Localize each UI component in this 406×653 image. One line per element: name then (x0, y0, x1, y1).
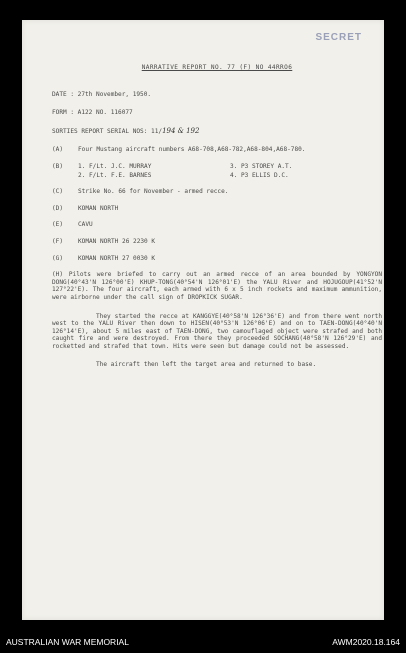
paragraph-text: They started the recce at KANGGYE(40°58'N 126°36'E) and from there went north west to the YALU River then down to HISEN(40°53'N 126°06'E) and on to TAEN-DONG(40°40'N 126°14'E), about 5 miles east of TAEN-DONG, two camouflaged object were strafed and both caught fire and were destroyed. From there they proceeded SOCHANG(40°58'N 126°29'E) and rocketted and strafed that town. Hits were seen but damage could not be assessed. (52, 312, 382, 350)
item-g (52, 255, 382, 263)
crew-list (78, 163, 382, 179)
item-f (52, 238, 382, 246)
item-c (52, 188, 382, 196)
crew-member: 1. F/Lt. J.C. MURRAY (78, 162, 152, 170)
item-a (52, 146, 382, 154)
secret-stamp: SECRET (315, 32, 362, 43)
paragraph-h: (H) Pilots were briefed to carry out an armed recce of an area bounded by YONGYON DONG(40°43'N 126°00'E) KHUP-TONG(40°54'N 126°01'E) the YALU River and HOJUGOUP(41°52'N 127°22'E). The four aircraft, each armed with 6 x 5 inch rockets and maximum ammunition, were airborne under the call sign of DROPKICK SUGAR. (52, 271, 382, 301)
serial-handwritten: 194 & 192 (162, 126, 200, 135)
item-text: Strike No. 66 for November - armed recce. (78, 188, 229, 196)
report-title: NARRATIVE REPORT NO. 77 (F) NO 44RRO6 (141, 64, 293, 71)
report-serial (52, 128, 382, 136)
report-date: DATE : 27th November, 1950. (52, 90, 152, 98)
crew-member: 4. P3 ELLIS D.C. (230, 171, 289, 179)
paragraph-recce (52, 313, 382, 351)
item-text: KOMAN NORTH 26 2230 K (78, 237, 156, 245)
item-label: (D) (52, 204, 64, 212)
crew-member: 3. P3 STOREY A.T. (230, 162, 293, 170)
serial-text: SORTIES REPORT SERIAL NOS: 11/ (52, 127, 163, 135)
archive-footer (0, 631, 406, 653)
item-d (52, 205, 382, 213)
report-form: FORM : A122 NO. 116077 (52, 109, 133, 117)
item-text: KOMAN NORTH (78, 204, 119, 212)
footer-institution: AUSTRALIAN WAR MEMORIAL (6, 637, 129, 647)
item-label: (B) (52, 162, 64, 170)
item-label: (F) (52, 237, 64, 245)
item-label: (E) (52, 221, 64, 229)
item-text: Four Mustang aircraft numbers A68-708,A68-782,A68-804,A68-780. (78, 146, 306, 154)
item-label: (A) (52, 146, 64, 154)
paragraph-return (52, 361, 382, 369)
crew-member: 2. F/Lt. F.E. BARNES (78, 171, 152, 179)
item-text: CAVU (78, 221, 93, 229)
footer-accession: AWM2020.18.164 (332, 637, 400, 647)
item-b (52, 163, 382, 179)
paragraph-text: The aircraft then left the target area and returned to base. (96, 361, 317, 369)
report-body (52, 64, 382, 380)
item-e (52, 221, 382, 229)
document-page (22, 20, 384, 620)
item-text: KOMAN NORTH 27 0030 K (78, 254, 156, 262)
item-label: (G) (52, 254, 64, 262)
item-label: (C) (52, 188, 64, 196)
